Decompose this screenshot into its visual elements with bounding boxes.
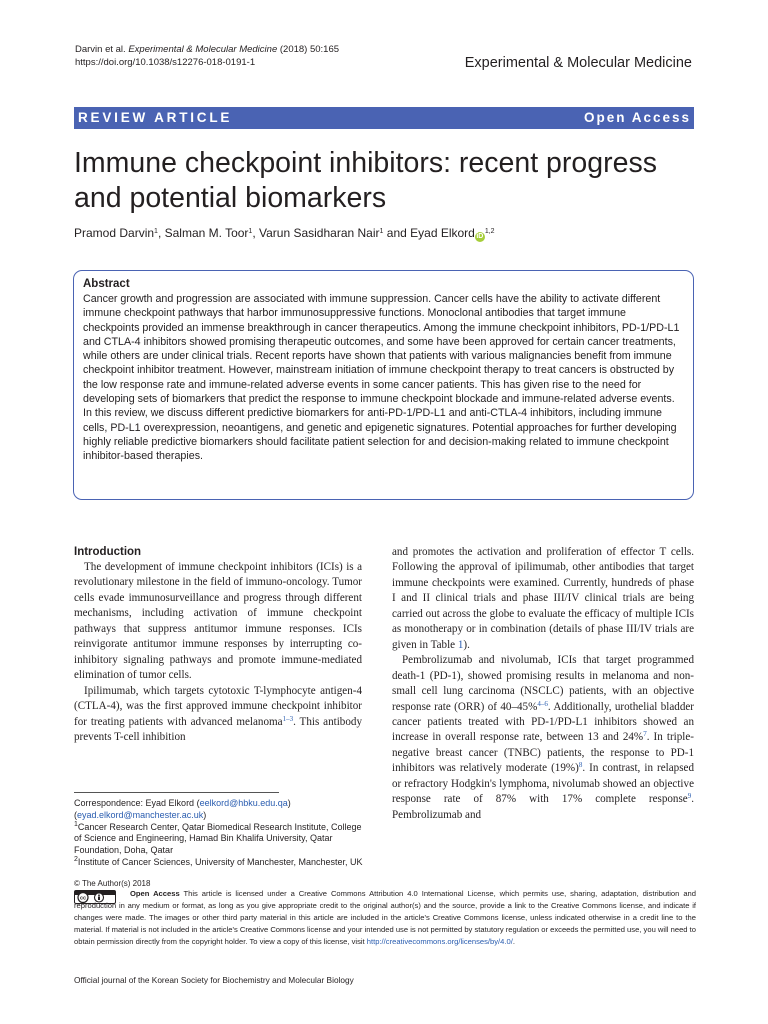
email-link[interactable]: eyad.elkord@manchester.ac.uk: [77, 809, 204, 820]
email-link[interactable]: eelkord@hbku.edu.qa: [199, 798, 288, 808]
citation-header: [75, 43, 405, 69]
author-name: Eyad Elkord: [410, 226, 475, 240]
body-paragraph: and promotes the activation and proliferation of effector T cells. Following the approval of ipilimumab, other antibodies that target immune checkpoints were examined. Currently, hundreds of phase I and II clinical trials and phase III/IV clinical trials are being carried out across the globe to evaluate the efficacy of multiple ICIs as monotherapy or in combination (details of phase III/IV trials are given in Table 1).: [392, 546, 694, 651]
license-url-link[interactable]: http://creativecommons.org/licenses/by/4.0/: [366, 936, 513, 946]
author-affiliation-sup: 1,2: [484, 228, 495, 235]
author-affiliation-sup: 1: [154, 228, 158, 235]
author-affiliation-sup: 1: [248, 228, 253, 235]
citation-authors: Darvin et al.: [75, 44, 126, 55]
footnotes: [74, 798, 366, 869]
body-column-left: [74, 545, 362, 745]
citation-ref[interactable]: 4–6: [537, 699, 548, 708]
body-column-right: [392, 545, 694, 823]
author-affiliation-sup: 1: [379, 228, 384, 235]
open-access-heading: Open Access: [130, 889, 180, 898]
doi-link[interactable]: https://doi.org/10.1038/s12276-018-0191-1: [75, 57, 256, 68]
table-ref[interactable]: 1: [457, 638, 464, 651]
citation-ref[interactable]: 7: [643, 730, 647, 739]
author-name: Varun Sasidharan Nair: [259, 226, 380, 240]
orcid-icon[interactable]: iD: [476, 233, 484, 240]
correspondence-note: Correspondence: Eyad Elkord (eelkord@hbku.edu.qa) (eyad.elkord@manchester.ac.uk): [74, 798, 291, 820]
citation-ref[interactable]: 9: [687, 792, 692, 801]
journal-name: Experimental & Molecular Medicine: [464, 55, 692, 71]
article-type-label: REVIEW ARTICLE: [78, 110, 233, 125]
journal-footer: Official journal of the Korean Society for Biochemistry and Molecular Biology: [74, 975, 354, 985]
author-name: Salman M. Toor: [164, 226, 249, 240]
body-paragraph: The development of immune checkpoint inhibitors (ICIs) is a revolutionary milestone in the field of immuno-oncology. Tumor cells evade immunosurveillance and progress through different mechanisms, including activation of immune checkpoint pathways that suppress antitumor immune responses. ICIs reinvigorate antitumor immune responses by interrupting co-inhibitory signaling pathways and promote immune-mediated elimination of tumor cells.: [74, 561, 362, 682]
abstract-heading: Abstract: [83, 278, 130, 290]
author-conjunction: and: [386, 226, 407, 240]
copyright-notice: © The Author(s) 2018: [74, 879, 151, 888]
abstract-box: [73, 270, 694, 500]
body-paragraph: Ipilimumab, which targets cytotoxic T-lymphocyte antigen-4 (CTLA-4), was the first approved immune checkpoint inhibitor for treating patients with advanced melanoma$^{1-3}$. This antibody prevents T-cell inhibition: [74, 684, 362, 743]
author-list: Pramod Darvin$^1$, Salman M. Toor$^1$, Varun Sasidharan Nair$^1$ and Eyad Elkord iD$^{1,2}$: [74, 226, 495, 240]
article-title: Immune checkpoint inhibitors: recent progress and potential biomarkers: [74, 147, 657, 214]
citation-ref[interactable]: 1–3: [282, 714, 294, 723]
abstract-text: Cancer growth and progression are associated with immune suppression. Cancer cells have the ability to activate different immune checkpoint pathways that harbor immunosuppressive functions. Monoclonal antibodies that target immune checkpoints provided an immense breakthrough in cancer therapeutics. Among the immune checkpoint inhibitors, PD-1/PD-L1 and CTLA-4 inhibitors showed promising therapeutic outcomes, and some have been approved for certain cancer treatments, while others are under clinical trials. Recent reports have shown that patients with various malignancies benefit from immune checkpoint inhibitor treatment. However, mainstream initiation of immune checkpoint therapy to treat cancers is obstructed by the low response rate and immune-related adverse events in some cancer patients. This has given rise to the need for developing sets of biomarkers that predict the response to immune checkpoint blockade and immune-related adverse events. In this review, we discuss different predictive biomarkers for anti-PD-1/PD-L1 and anti-CTLA-4 inhibitors, including immune cells, PD-L1 overexpression, neoantigens, and genetic and epigenetic signatures. Potential approaches for further developing highly reliable predictive biomarkers should facilitate patient selection for and decision-making related to immune checkpoint inhibitor-based therapies.: [83, 293, 680, 463]
author-name: Pramod Darvin: [74, 226, 155, 240]
article-type-banner: [74, 107, 694, 129]
license-text: Open Access This article is licensed under a Creative Commons Attribution 4.0 International License, which permits use, sharing, adaptation, distribution and reproduction in any medium or format, as long as you give appropriate credit to the original author(s) and the source, provide a link to the Creative Commons license, and indicate if changes were made. The images or other third party material in this article are included in the article's Creative Commons license, unless indicated otherwise in a credit line to the material. If material is not included in the article's Creative Commons license and your intended use is not permitted by statutory regulation or exceeds the permitted use, you will need to obtain permission directly from the copyright holder. To view a copy of this license, visit http://creativecommons.org/licenses/by/4.0/.: [74, 889, 696, 946]
citation-volume: (2018) 50:165: [277, 44, 340, 55]
body-paragraph: Pembrolizumab and nivolumab, ICIs that target programmed death-1 (PD-1), showed promising results in melanoma and non-small cell lung carcinoma (NSCLC) patients, with an objective response rate (ORR) of 40–45%$^{4-6}$. Additionally, urothelial bladder cancer patients treated with PD-1/PD-L1 inhibitors showed an increase in overall response rate, between 13 and 24%$^7$. In triple-negative breast cancer (TNBC) patients, the response to PD-1 inhibitors was relatively moderate (19%)$^8$. In contrast, in relapsed or refractory Hodgkin's lymphoma, nivolumab showed an objective response rate of 87% with 17% complete response$^9$. Pembrolizumab and: [392, 654, 695, 821]
open-access-label: Open Access: [583, 110, 691, 125]
citation-line: [75, 43, 405, 56]
citation-ref[interactable]: 8: [578, 761, 583, 770]
affiliation-note: $^2$Institute of Cancer Sciences, University of Manchester, Manchester, UK: [74, 855, 363, 867]
section-heading: Introduction: [74, 546, 142, 558]
affiliation-note: $^1$Cancer Research Center, Qatar Biomedical Research Institute, College of Science and Engineering, Hamad Bin Khalifa University, Qatar Foundation, Doha, Qatar: [74, 820, 362, 856]
footnote-divider: [74, 792, 279, 793]
cc-badge-text: cc: [79, 895, 87, 902]
citation-journal: Experimental & Molecular Medicine: [128, 44, 278, 55]
